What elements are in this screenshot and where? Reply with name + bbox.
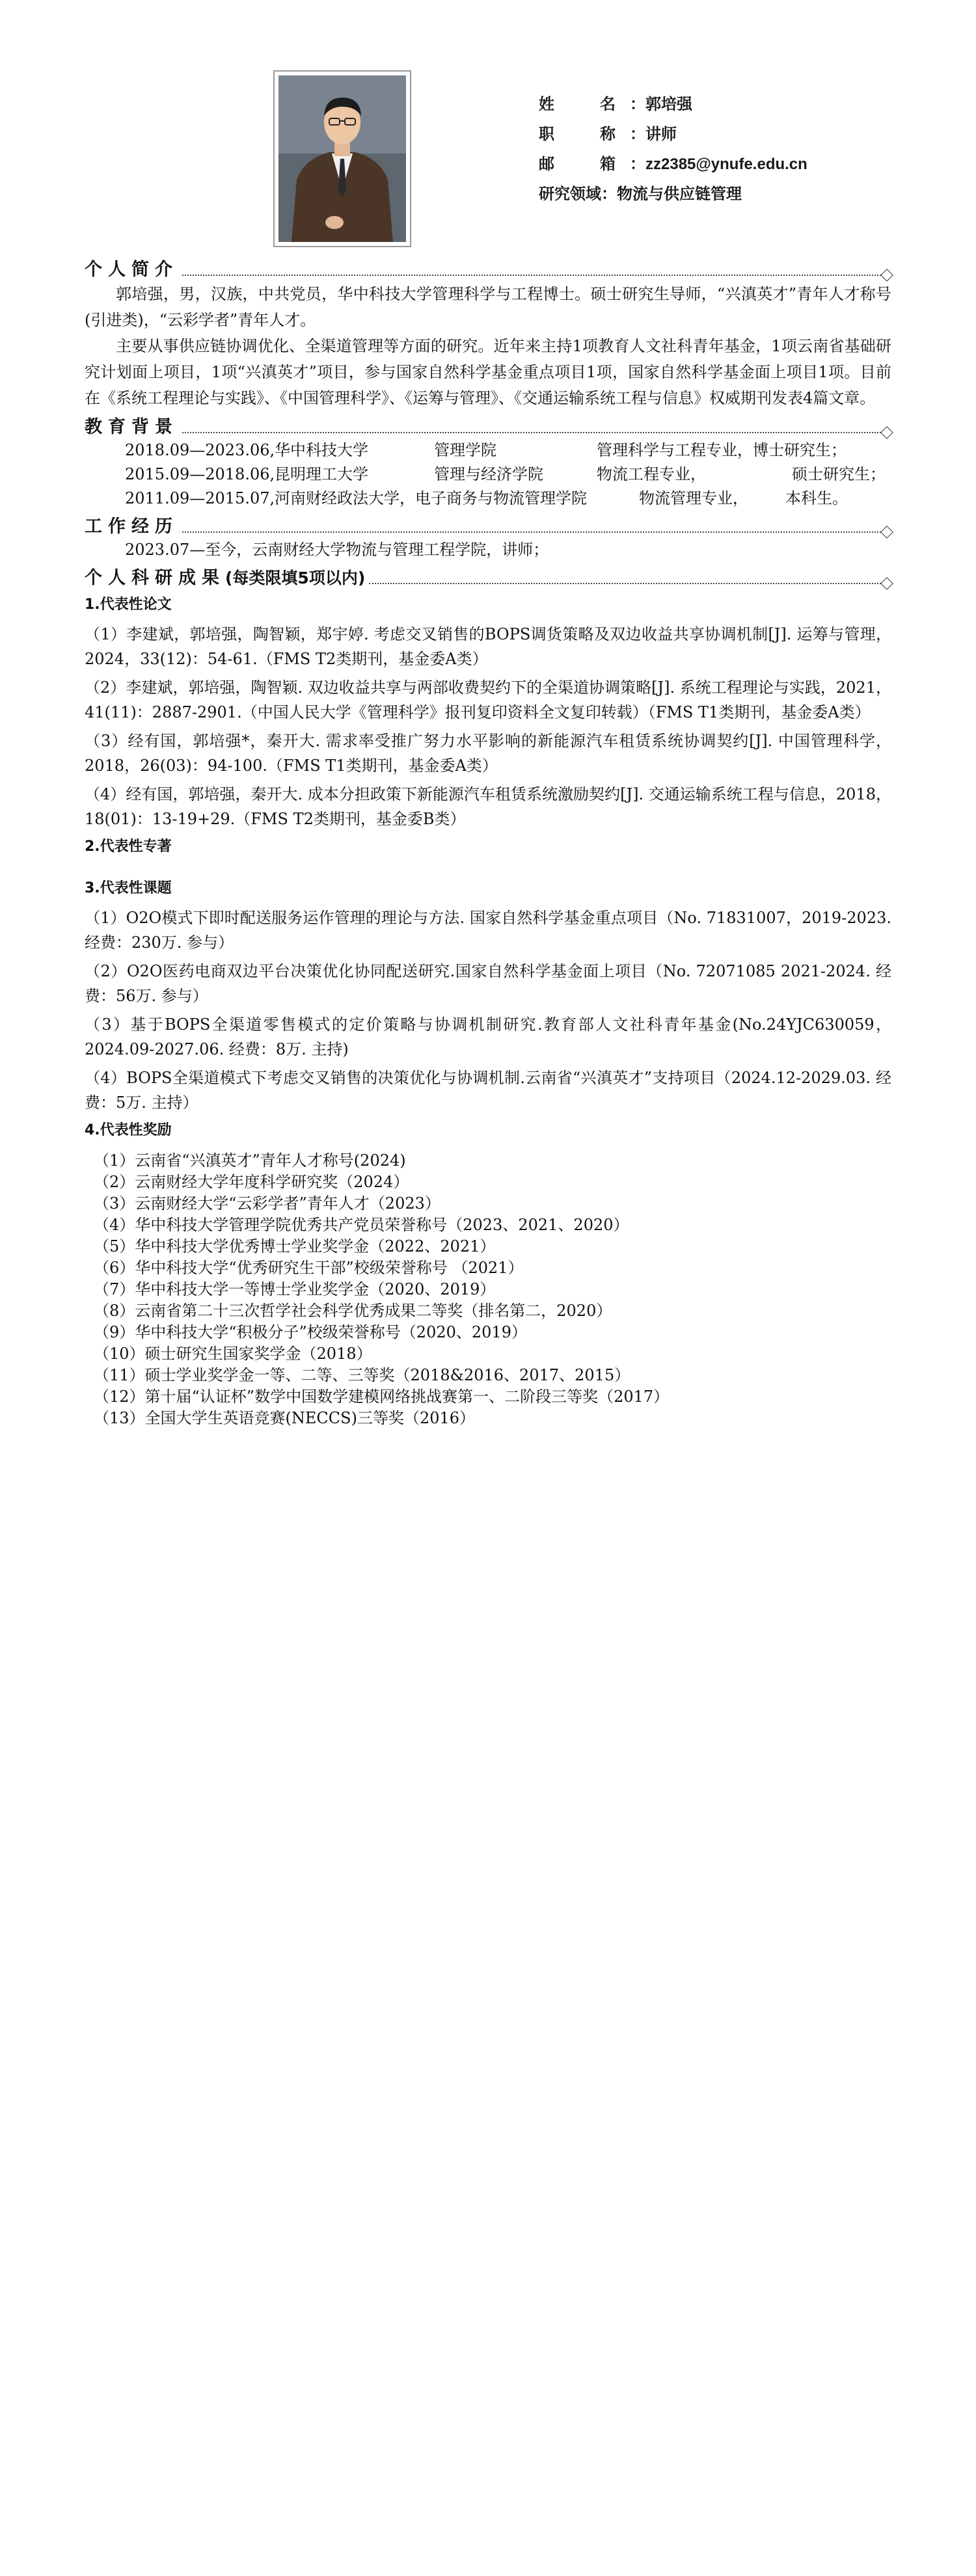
section-divider: [182, 432, 881, 433]
name-value: 郭培强: [645, 96, 692, 113]
intro-paragraph: 郭培强，男，汉族，中共党员，华中科技大学管理科学与工程博士。硕士研究生导师，“兴滇英才”青年人才称号(引进类)，“云彩学者”青年人才。: [85, 285, 891, 329]
paper-entry: （4）经有国，郭培强，秦开大. 成本分担政策下新能源汽车租赁系统激励契约[J]. 交通运输系统工程与信息，2018，18(01)：13-19+29.（FMS T2类期刊，基金委B类）: [85, 785, 891, 828]
education-row: [85, 463, 891, 487]
email-value[interactable]: zz2385@ynufe.edu.cn: [645, 155, 807, 173]
award-item: （3）云南财经大学“云彩学者”青年人才（2023）: [94, 1194, 441, 1213]
research-field-label: 研究领域：: [539, 185, 617, 203]
basic-info: [539, 90, 807, 209]
paper-entry: （3）经有国，郭培强*，秦开大. 需求率受推广努力水平影响的新能源汽车租赁系统协调契约[J]. 中国管理科学，2018，26(03)：94-100.（FMS T1类期刊，基金委A类）: [85, 732, 891, 775]
section-header-research: [85, 562, 891, 589]
edu-period: 2011.09—2015.07,: [125, 489, 275, 507]
award-item: （12）第十届“认证杯”数学中国数学建模网络挑战赛第一、二阶段三等奖（2017）: [94, 1388, 670, 1406]
section-divider: [182, 531, 881, 533]
title-row: 职 称 ：讲师: [539, 120, 807, 150]
diamond-icon: [880, 526, 893, 539]
profile-photo-frame: [273, 70, 411, 247]
award-item: （4）华中科技大学管理学院优秀共产党员荣誉称号（2023、2021、2020）: [94, 1216, 629, 1234]
section-subtitle-research: (每类限填5项以内): [225, 569, 366, 587]
edu-major: 物流工程专业，: [597, 465, 706, 483]
section-title-research: 个人科研成果(每类限填5项以内): [85, 567, 369, 589]
edu-degree: 硕士研究生；: [792, 465, 886, 483]
edu-school: 昆明理工大学: [275, 465, 368, 483]
award-item: （2）云南财经大学年度科学研究奖（2024）: [94, 1173, 409, 1191]
education-row: [85, 438, 891, 463]
section-title-work: 工作经历: [85, 516, 182, 538]
awards-title: 4.代表性奖励: [85, 1122, 172, 1138]
name-label: 姓 名: [539, 96, 616, 113]
award-item: （7）华中科技大学一等博士学业奖学金（2020、2019）: [94, 1280, 496, 1298]
email-label: 邮 箱: [539, 155, 616, 173]
section-title-education: 教育背景: [85, 416, 182, 438]
award-item: （8）云南省第二十三次哲学社会科学优秀成果二等奖（排名第二，2020）: [94, 1302, 612, 1320]
papers-title: 1.代表性论文: [85, 597, 172, 613]
research-field-value: 物流与供应链管理: [617, 185, 742, 203]
paper-entry: （1）李建斌，郭培强，陶智颖，郑宇婷. 考虑交叉销售的BOPS调货策略及双边收益共享协调机制[J]. 运筹与管理，2024，33(12)：54-61.（FMS T2类期刊，基金委A类）: [85, 625, 891, 668]
edu-major: 物流管理专业，: [639, 489, 748, 507]
award-item: （6）华中科技大学“优秀研究生干部”校级荣誉称号 （2021）: [94, 1259, 524, 1277]
books-title: 2.代表性专著: [85, 839, 172, 855]
project-entry: （2）O2O医药电商双边平台决策优化协同配送研究.国家自然科学基金面上项目（No. 72071085 2021-2024. 经费：56万. 参与）: [85, 962, 891, 1005]
diamond-icon: [880, 269, 893, 282]
project-entry: （4）BOPS全渠道模式下考虑交叉销售的决策优化与协调机制.云南省“兴滇英才”支持项目（2024.12-2029.03. 经费：5万. 主持）: [85, 1069, 891, 1112]
diamond-icon: [880, 426, 893, 439]
edu-degree: 本科生。: [785, 489, 848, 507]
title-label: 职 称: [539, 126, 616, 143]
section-title-intro: 个人简介: [85, 259, 182, 281]
project-entry: （1）O2O模式下即时配送服务运作管理的理论与方法. 国家自然科学基金重点项目（No. 71831007，2019-2023. 经费：230万. 参与）: [85, 909, 891, 952]
section-header-work: [85, 511, 891, 538]
name-row: 姓 名 ：郭培强: [539, 90, 807, 120]
award-item: （9）华中科技大学“积极分子”校级荣誉称号（2020、2019）: [94, 1323, 527, 1341]
section-divider: [369, 583, 881, 584]
resume-content: [85, 254, 891, 1429]
edu-period: 2015.09—2018.06,: [125, 465, 275, 483]
award-item: （10）硕士研究生国家奖学金（2018）: [94, 1345, 372, 1363]
section-header-intro: [85, 254, 891, 281]
paper-entry: （2）李建斌，郭培强，陶智颖. 双边收益共享与两部收费契约下的全渠道协调策略[J]. 系统工程理论与实践，2021，41(11)：2887-2901.（中国人民大学《管理科学》报刊复印资料全文复印转载）（FMS T1类期刊，基金委A类）: [85, 678, 891, 721]
projects-title: 3.代表性课题: [85, 880, 172, 896]
work-row: 2023.07—至今，云南财经大学物流与管理工程学院，讲师；: [125, 541, 549, 559]
edu-school: 华中科技大学: [275, 441, 368, 459]
profile-photo: [278, 75, 406, 242]
email-row: 邮 箱 ：zz2385@ynufe.edu.cn: [539, 150, 807, 180]
project-entry: （3）基于BOPS全渠道零售模式的定价策略与协调机制研究.教育部人文社科青年基金(No.24YJC630059，2024.09-2027.06. 经费：8万. 主持): [85, 1015, 891, 1058]
award-item: （5）华中科技大学优秀博士学业奖学金（2022、2021）: [94, 1237, 496, 1255]
education-row: [85, 487, 891, 511]
edu-period: 2018.09—2023.06,: [125, 441, 275, 459]
title-value: 讲师: [645, 126, 677, 143]
award-item: （13）全国大学生英语竞赛(NECCS)三等奖（2016）: [94, 1409, 476, 1427]
intro-paragraph: 主要从事供应链协调优化、全渠道管理等方面的研究。近年来主持1项教育人文社科青年基金，1项云南省基础研究计划面上项目，1项“兴滇英才”项目，参与国家自然科学基金重点项目1项，国家自然科学基金面上项目1项。目前在《系统工程理论与实践》、《中国管理科学》、《运筹与管理》、《交通运输系统工程与信息》权威期刊发表4篇文章。: [85, 337, 891, 407]
award-item: （1）云南省“兴滇英才”青年人才称号(2024): [94, 1151, 406, 1170]
edu-dept: 管理与经济学院: [434, 465, 543, 483]
edu-major: 管理科学与工程专业，博士研究生；: [597, 441, 847, 459]
diamond-icon: [880, 577, 893, 590]
award-item: （11）硕士学业奖学金一等、二等、三等奖（2018&2016、2017、2015）: [94, 1366, 630, 1384]
edu-school: 河南财经政法大学，电子商务与物流管理学院: [275, 489, 587, 507]
section-divider: [182, 275, 881, 276]
edu-dept: 管理学院: [434, 441, 496, 459]
section-header-education: [85, 411, 891, 438]
research-field-row: [539, 180, 807, 209]
